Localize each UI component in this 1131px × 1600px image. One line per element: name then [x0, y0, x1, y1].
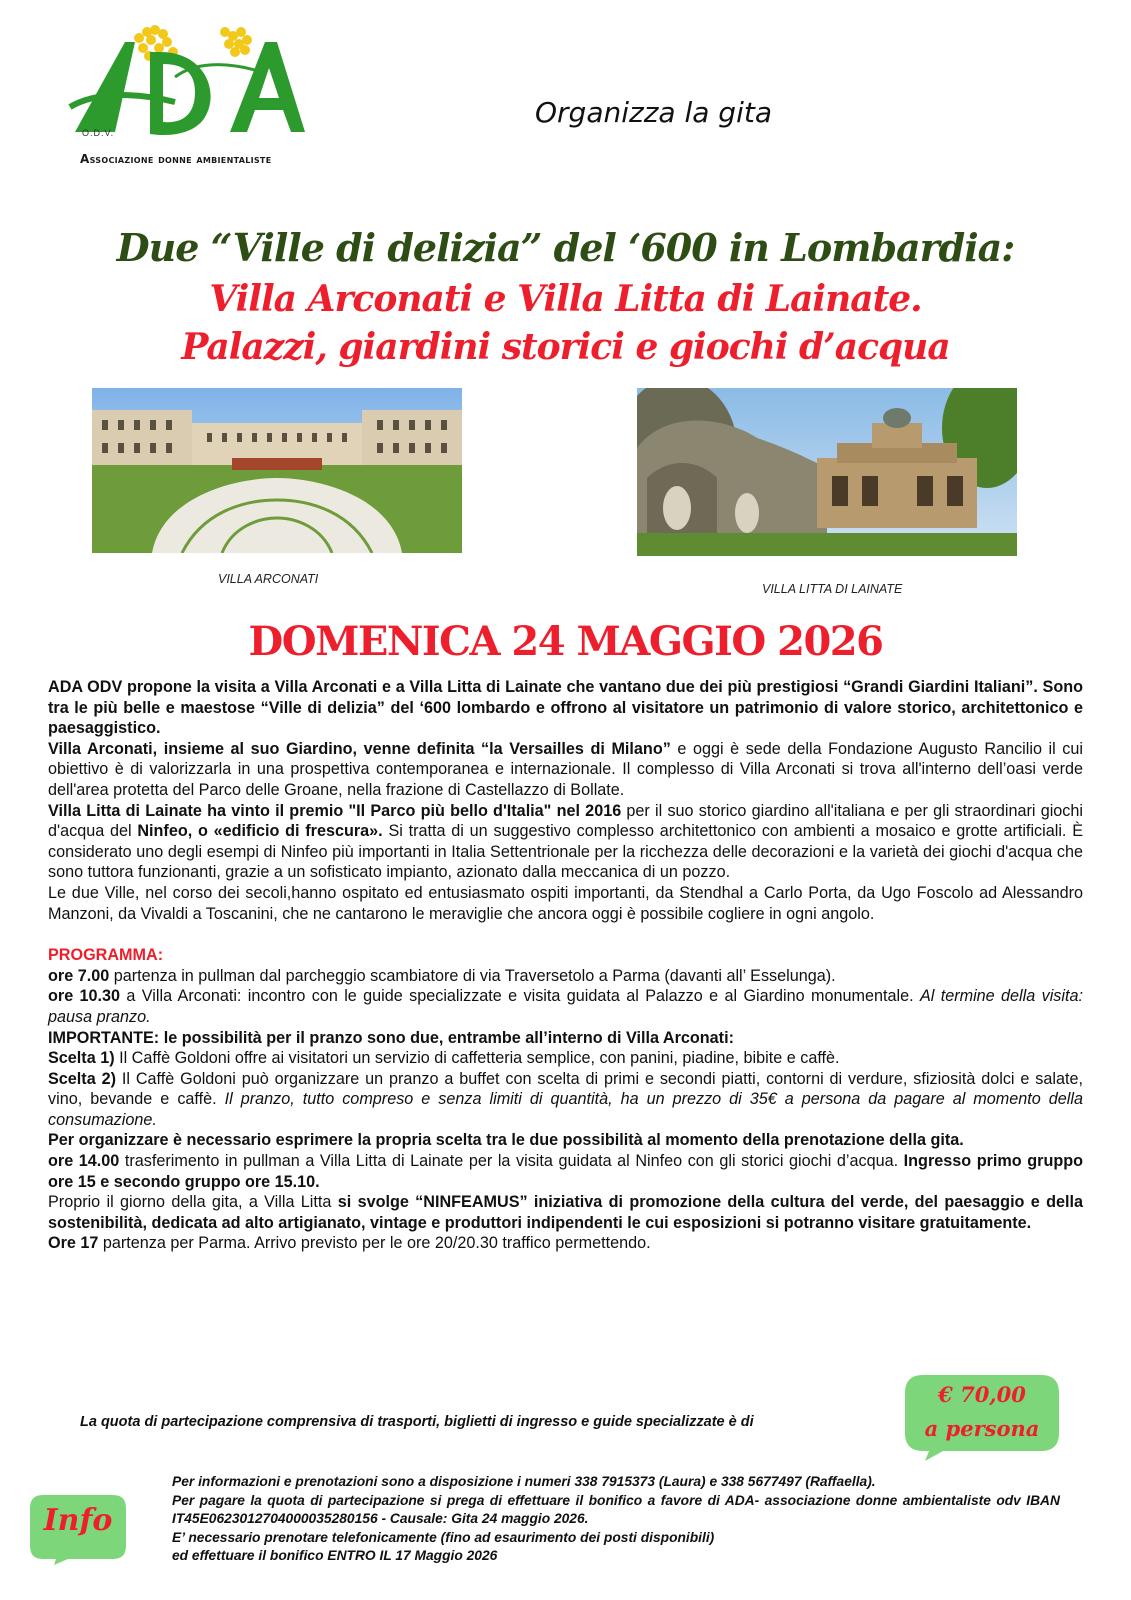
litta-text: per il suo storico giardino all'italiana e per gli straordinari giochi d'acqua del — [48, 801, 1083, 841]
schedule-time: ore 14.00 — [48, 1152, 120, 1171]
villa-arconati-photo — [92, 388, 462, 553]
guests-paragraph: Le due Ville, nel corso dei secoli,hanno ospitato ed entusiasmato ospiti importanti, da Stendhal a Carlo Porta, da Ugo Foscolo ad Alessandro Manzoni, da Vivaldi a Toscanini, che ne cantarono le meraviglie che ancora oggi è possibile cogliere in ogni angolo. — [48, 883, 1083, 923]
logo-caption: Associazione donne ambientaliste — [80, 152, 272, 166]
event-date: DOMENICA 24 MAGGIO 2026 — [248, 618, 883, 665]
schedule-1700 — [48, 1233, 1083, 1254]
scelta-2 — [48, 1069, 1083, 1131]
scelta-label: Scelta 1) — [48, 1049, 115, 1068]
schedule-time: Ore 17 — [48, 1234, 99, 1253]
info-deadline: ed effettuare il bonifico ENTRO IL 17 Maggio 2026 — [172, 1548, 498, 1564]
title-line-3: Palazzi, giardini storici e giochi d’acqua — [181, 326, 950, 368]
ninfeamus-bold: si svolge “NINFEAMUS” iniziativa di promozione della cultura del verde, del paesaggio e della sostenibilità, dedicata ad alto artigianato, vintage e produttori indipendenti le cui esposizioni si potranno visitare gratuitamente. — [48, 1193, 1084, 1232]
programma-heading: PROGRAMMA: — [48, 946, 164, 965]
price-unit: a persona — [924, 1416, 1040, 1441]
organizza-heading: Organizza la gita — [535, 96, 772, 129]
schedule-note: Al termine della visita: pausa pranzo. — [48, 987, 1083, 1026]
schedule-text: partenza per Parma. Arrivo previsto per le ore 20/20.30 traffico permettendo. — [98, 1234, 651, 1253]
info-payment: Per pagare la quota di partecipazione si prega di effettuare il bonifico a favore di ADA- associazione donne ambientaliste odv IBAN IT45E0623012704000035280156 - Causale: Gita 24 maggio 2026. — [172, 1492, 1060, 1527]
intro-paragraph: ADA ODV propone la visita a Villa Arconati e a Villa Litta di Lainate che vantano due dei più prestigiosi “Grandi Giardini Italiani”. Sono tra le più belle e maestose “Ville di delizia” del ‘600 lombardo e offrono al visitatore un patrimonio di valore storico, architettonico e paesaggistico. — [48, 678, 1083, 738]
info-footer — [172, 1473, 1060, 1566]
litta-bold: Villa Litta di Lainate ha vinto il premio "Il Parco più bello d'Italia" nel 2016 — [48, 801, 622, 820]
scelta-text: Il Caffè Goldoni può organizzare un pranzo a buffet con scelta di primi e secondi piatti, contorni di verdure, sfiziosità dolci e salate, vino, bevande e caffè. — [48, 1069, 1083, 1109]
ninfeamus-paragraph — [48, 1192, 1083, 1233]
litta-text-rest: Si tratta di un suggestivo complesso architettonico con ambienti a mosaico e grotte artificiali. È considerato uno degli esempi di Ninfeo più importanti in Italia Settentrionale per la ricchezza delle decorazioni e la varietà dei giochi d'acqua che sono tuttora funzionanti, grazie a un sofisticato impianto, azionato dalla meccanica di un pozzo. — [48, 822, 1083, 882]
ninfeo-bold: Ninfeo, o «edificio di frescura». — [137, 822, 383, 841]
quota-text: La quota di partecipazione comprensiva di trasporti, biglietti di ingresso e guide specializzate è di — [80, 1414, 754, 1430]
arconati-paragraph — [48, 739, 1083, 801]
logo-odv: O.D.V. — [82, 128, 115, 138]
litta-paragraph — [48, 801, 1083, 883]
schedule-1400 — [48, 1151, 1083, 1192]
price-label — [903, 1378, 1061, 1446]
info-booking: E’ necessario prenotare telefonicamente (fino ad esaurimento dei posti disponibili) — [172, 1529, 715, 1545]
arconati-text: e oggi è sede della Fondazione Augusto Rancilio il cui obiettivo è di valorizzarla in una prospettiva contemporanea e internazionale. Il complesso di Villa Arconati si trova all'interno dell’oasi verde dell'area protetta del Parco delle Groane, nella frazione di Castellazzo di Bollate. — [48, 739, 1083, 799]
info-contacts: Per informazioni e prenotazioni sono a disposizione i numeri 338 7915373 (Laura) e 338 5677497 (Raffaella). — [172, 1474, 876, 1489]
title-line-2: Villa Arconati e Villa Litta di Lainate. — [209, 278, 922, 320]
schedule-time: ore 10.30 — [48, 987, 121, 1006]
scelta-text: Il Caffè Goldoni offre ai visitatori un servizio di caffetteria semplice, con panini, piadine, bibite e caffè. — [114, 1049, 840, 1068]
schedule-text: partenza in pullman dal parcheggio scambiatore di via Traversetolo a Parma (davanti all’ Esselunga). — [109, 966, 836, 985]
title-line-1: Due “Ville di delizia” del ‘600 in Lombardia: — [116, 225, 1015, 270]
villa-litta-caption: VILLA LITTA DI LAINATE — [762, 582, 903, 596]
scelta-1 — [48, 1048, 1083, 1069]
villa-arconati-caption: VILLA ARCONATI — [218, 572, 319, 586]
price-amount: € 70,00 — [938, 1382, 1026, 1407]
ingresso-note: Ingresso primo gruppo ore 15 e secondo gruppo ore 15.10. — [48, 1152, 1084, 1191]
schedule-0700 — [48, 966, 1083, 987]
info-label: Info — [43, 1503, 113, 1538]
villa-litta-photo — [637, 388, 1017, 556]
scelta-note: Per organizzare è necessario esprimere la propria scelta tra le due possibilità al momento della prenotazione della gita. — [48, 1131, 964, 1150]
ninfeamus-pre: Proprio il giorno della gita, a Villa Litta — [48, 1193, 338, 1212]
importante-note: IMPORTANTE: le possibilità per il pranzo sono due, entrambe all’interno di Villa Arconati: — [48, 1028, 734, 1047]
description-body — [48, 677, 1083, 1254]
schedule-text: a Villa Arconati: incontro con le guide specializzate e visita guidata al Palazzo e al Giardino monumentale. — [120, 987, 920, 1006]
scelta-label: Scelta 2) — [48, 1069, 116, 1088]
schedule-time: ore 7.00 — [48, 966, 110, 985]
schedule-1030 — [48, 986, 1083, 1027]
scelta-price-note: Il pranzo, tutto compreso e senza limiti di quantità, ha un prezzo di 35€ a persona da pagare al momento della consumazione. — [48, 1090, 1083, 1129]
schedule-text: trasferimento in pullman a Villa Litta di Lainate per la visita guidata al Ninfeo con gli storici giochi d’acqua. — [119, 1152, 904, 1171]
arconati-bold: Villa Arconati, insieme al suo Giardino, venne definita “la Versailles di Milano” — [48, 739, 671, 758]
